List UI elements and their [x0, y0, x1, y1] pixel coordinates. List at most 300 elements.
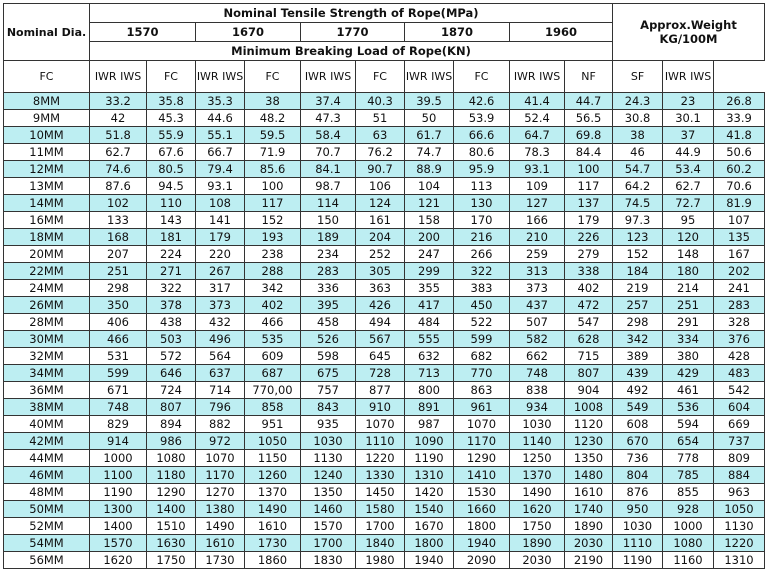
value-cell: 669 [714, 416, 765, 433]
table-row [4, 229, 765, 246]
table-row [4, 416, 765, 433]
value-cell: 74.7 [405, 144, 454, 161]
value-cell: 109 [510, 178, 565, 195]
value-cell: 108 [196, 195, 245, 212]
value-cell: 216 [454, 229, 510, 246]
value-cell: 64.2 [613, 178, 663, 195]
diameter-cell: 32MM [4, 348, 90, 365]
subcolumn-row [4, 61, 765, 93]
value-cell: 1170 [454, 433, 510, 450]
value-cell: 355 [405, 280, 454, 297]
value-cell: 986 [147, 433, 196, 450]
value-cell: 1540 [405, 501, 454, 518]
value-cell: 549 [613, 399, 663, 416]
table-row [4, 365, 765, 382]
value-cell: 1260 [245, 467, 301, 484]
value-cell: 1030 [613, 518, 663, 535]
table-row [4, 110, 765, 127]
value-cell: 120 [663, 229, 714, 246]
value-cell: 1490 [245, 501, 301, 518]
value-cell: 279 [565, 246, 613, 263]
value-cell: 1100 [90, 467, 147, 484]
diameter-cell: 26MM [4, 297, 90, 314]
value-cell: 61.7 [405, 127, 454, 144]
value-cell: 662 [510, 348, 565, 365]
value-cell: 1980 [356, 552, 405, 569]
value-cell: 95.9 [454, 161, 510, 178]
value-cell: 2090 [454, 552, 510, 569]
value-cell: 466 [245, 314, 301, 331]
value-cell: 1610 [245, 518, 301, 535]
table-row [4, 518, 765, 535]
value-cell: 66.7 [196, 144, 245, 161]
value-cell: 536 [663, 399, 714, 416]
diameter-cell: 16MM [4, 212, 90, 229]
value-cell: 219 [613, 280, 663, 297]
value-cell: 1940 [454, 535, 510, 552]
value-cell: 389 [613, 348, 663, 365]
value-cell: 226 [565, 229, 613, 246]
diameter-cell: 46MM [4, 467, 90, 484]
value-cell: 1860 [245, 552, 301, 569]
value-cell: 113 [454, 178, 510, 195]
value-cell: 1330 [356, 467, 405, 484]
load-col-header: IWR IWS [405, 61, 454, 93]
value-cell: 47.3 [301, 110, 356, 127]
value-cell: 137 [565, 195, 613, 212]
value-cell: 807 [147, 399, 196, 416]
value-cell: 429 [663, 365, 714, 382]
value-cell: 37 [663, 127, 714, 144]
value-cell: 567 [356, 331, 405, 348]
value-cell: 1310 [714, 552, 765, 569]
diameter-cell: 30MM [4, 331, 90, 348]
value-cell: 200 [405, 229, 454, 246]
value-cell: 305 [356, 263, 405, 280]
table-row [4, 467, 765, 484]
value-cell: 1050 [245, 433, 301, 450]
value-cell: 70.7 [301, 144, 356, 161]
value-cell: 1220 [356, 450, 405, 467]
value-cell: 238 [245, 246, 301, 263]
value-cell: 402 [245, 297, 301, 314]
value-cell: 687 [245, 365, 301, 382]
value-cell: 1170 [196, 467, 245, 484]
value-cell: 608 [613, 416, 663, 433]
value-cell: 107 [714, 212, 765, 229]
value-cell: 95 [663, 212, 714, 229]
value-cell: 127 [510, 195, 565, 212]
value-cell: 62.7 [90, 144, 147, 161]
value-cell: 38 [613, 127, 663, 144]
value-cell: 1160 [663, 552, 714, 569]
table-row [4, 195, 765, 212]
value-cell: 158 [405, 212, 454, 229]
value-cell: 53.4 [663, 161, 714, 178]
value-cell: 855 [663, 484, 714, 501]
value-cell: 88.9 [405, 161, 454, 178]
value-cell: 42.6 [454, 93, 510, 110]
value-cell: 1310 [405, 467, 454, 484]
value-cell: 110 [147, 195, 196, 212]
value-cell: 141 [196, 212, 245, 229]
value-cell: 1510 [147, 518, 196, 535]
value-cell: 461 [663, 382, 714, 399]
value-cell: 207 [90, 246, 147, 263]
value-cell: 94.5 [147, 178, 196, 195]
value-cell: 1130 [301, 450, 356, 467]
value-cell: 378 [147, 297, 196, 314]
diameter-cell: 20MM [4, 246, 90, 263]
value-cell: 1610 [196, 535, 245, 552]
table-row [4, 127, 765, 144]
value-cell: 179 [196, 229, 245, 246]
value-cell: 79.4 [196, 161, 245, 178]
value-cell: 1110 [613, 535, 663, 552]
grade-header: 1960 [510, 23, 613, 42]
value-cell: 904 [565, 382, 613, 399]
value-cell: 204 [356, 229, 405, 246]
value-cell: 637 [196, 365, 245, 382]
value-cell: 1730 [196, 552, 245, 569]
value-cell: 1290 [454, 450, 510, 467]
value-cell: 1380 [196, 501, 245, 518]
value-cell: 1570 [90, 535, 147, 552]
load-col-header: FC [356, 61, 405, 93]
diameter-cell: 9MM [4, 110, 90, 127]
value-cell: 438 [147, 314, 196, 331]
value-cell: 1830 [301, 552, 356, 569]
value-cell: 80.6 [454, 144, 510, 161]
table-row [4, 433, 765, 450]
value-cell: 1660 [454, 501, 510, 518]
value-cell: 1250 [510, 450, 565, 467]
value-cell: 336 [301, 280, 356, 297]
value-cell: 572 [147, 348, 196, 365]
value-cell: 450 [454, 297, 510, 314]
value-cell: 42 [90, 110, 147, 127]
value-cell: 522 [454, 314, 510, 331]
value-cell: 267 [196, 263, 245, 280]
value-cell: 458 [301, 314, 356, 331]
value-cell: 50.6 [714, 144, 765, 161]
value-cell: 503 [147, 331, 196, 348]
value-cell: 104 [405, 178, 454, 195]
value-cell: 41.8 [714, 127, 765, 144]
value-cell: 646 [147, 365, 196, 382]
value-cell: 785 [663, 467, 714, 484]
value-cell: 90.7 [356, 161, 405, 178]
value-cell: 494 [356, 314, 405, 331]
value-cell: 2190 [565, 552, 613, 569]
value-cell: 796 [196, 399, 245, 416]
diameter-cell: 12MM [4, 161, 90, 178]
value-cell: 1240 [301, 467, 356, 484]
value-cell: 809 [714, 450, 765, 467]
table-row [4, 552, 765, 569]
value-cell: 45.3 [147, 110, 196, 127]
value-cell: 37.4 [301, 93, 356, 110]
value-cell: 715 [565, 348, 613, 365]
grade-header: 1870 [405, 23, 510, 42]
value-cell: 342 [245, 280, 301, 297]
value-cell: 1130 [714, 518, 765, 535]
value-cell: 1290 [147, 484, 196, 501]
value-cell: 71.9 [245, 144, 301, 161]
load-col-header: IWR IWS [510, 61, 565, 93]
value-cell: 1070 [196, 450, 245, 467]
value-cell: 210 [510, 229, 565, 246]
value-cell: 737 [714, 433, 765, 450]
value-cell: 713 [405, 365, 454, 382]
value-cell: 1630 [147, 535, 196, 552]
value-cell: 1140 [510, 433, 565, 450]
table-row [4, 161, 765, 178]
value-cell: 1420 [405, 484, 454, 501]
value-cell: 645 [356, 348, 405, 365]
value-cell: 1110 [356, 433, 405, 450]
value-cell: 97.3 [613, 212, 663, 229]
value-cell: 299 [405, 263, 454, 280]
value-cell: 283 [301, 263, 356, 280]
value-cell: 1000 [663, 518, 714, 535]
grade-header: 1670 [196, 23, 301, 42]
value-cell: 466 [90, 331, 147, 348]
value-cell: 547 [565, 314, 613, 331]
value-cell: 313 [510, 263, 565, 280]
value-cell: 928 [663, 501, 714, 518]
value-cell: 121 [405, 195, 454, 212]
value-cell: 1030 [301, 433, 356, 450]
table-row [4, 348, 765, 365]
value-cell: 1490 [196, 518, 245, 535]
value-cell: 48.2 [245, 110, 301, 127]
value-cell: 1150 [245, 450, 301, 467]
value-cell: 72.7 [663, 195, 714, 212]
diameter-cell: 34MM [4, 365, 90, 382]
value-cell: 26.8 [714, 93, 765, 110]
value-cell: 804 [613, 467, 663, 484]
value-cell: 507 [510, 314, 565, 331]
value-cell: 770,00 [245, 382, 301, 399]
value-cell: 52.4 [510, 110, 565, 127]
table-row [4, 535, 765, 552]
table-row [4, 484, 765, 501]
value-cell: 1000 [90, 450, 147, 467]
value-cell: 251 [90, 263, 147, 280]
value-cell: 599 [454, 331, 510, 348]
value-cell: 564 [196, 348, 245, 365]
value-cell: 189 [301, 229, 356, 246]
value-cell: 338 [565, 263, 613, 280]
value-cell: 1050 [714, 501, 765, 518]
value-cell: 84.4 [565, 144, 613, 161]
value-cell: 800 [405, 382, 454, 399]
table-row [4, 297, 765, 314]
value-cell: 69.8 [565, 127, 613, 144]
value-cell: 1080 [147, 450, 196, 467]
table-row [4, 144, 765, 161]
value-cell: 910 [356, 399, 405, 416]
nominal-dia-header: Nominal Dia. [4, 4, 90, 61]
value-cell: 1800 [454, 518, 510, 535]
table-row [4, 331, 765, 348]
value-cell: 76.2 [356, 144, 405, 161]
diameter-cell: 38MM [4, 399, 90, 416]
value-cell: 987 [405, 416, 454, 433]
value-cell: 1700 [301, 535, 356, 552]
value-cell: 376 [714, 331, 765, 348]
value-cell: 2030 [510, 552, 565, 569]
value-cell: 1670 [405, 518, 454, 535]
value-cell: 241 [714, 280, 765, 297]
value-cell: 1610 [565, 484, 613, 501]
value-cell: 143 [147, 212, 196, 229]
value-cell: 202 [714, 263, 765, 280]
value-cell: 1220 [714, 535, 765, 552]
value-cell: 50 [405, 110, 454, 127]
value-cell: 93.1 [510, 161, 565, 178]
value-cell: 60.2 [714, 161, 765, 178]
value-cell: 951 [245, 416, 301, 433]
value-cell: 1370 [510, 467, 565, 484]
value-cell: 93.1 [196, 178, 245, 195]
diameter-cell: 14MM [4, 195, 90, 212]
value-cell: 38 [245, 93, 301, 110]
value-cell: 1480 [565, 467, 613, 484]
value-cell: 100 [245, 178, 301, 195]
value-cell: 252 [356, 246, 405, 263]
value-cell: 1450 [356, 484, 405, 501]
value-cell: 179 [565, 212, 613, 229]
approx-weight-header: Approx.Weight KG/100M [613, 4, 765, 61]
breaking-load-header: Minimum Breaking Load of Rope(KN) [90, 42, 613, 61]
value-cell: 531 [90, 348, 147, 365]
value-cell: 728 [356, 365, 405, 382]
value-cell: 41.4 [510, 93, 565, 110]
value-cell: 934 [510, 399, 565, 416]
value-cell: 181 [147, 229, 196, 246]
value-cell: 363 [356, 280, 405, 297]
value-cell: 1350 [301, 484, 356, 501]
value-cell: 271 [147, 263, 196, 280]
value-cell: 40.3 [356, 93, 405, 110]
table-row [4, 399, 765, 416]
value-cell: 406 [90, 314, 147, 331]
value-cell: 167 [714, 246, 765, 263]
value-cell: 114 [301, 195, 356, 212]
value-cell: 342 [613, 331, 663, 348]
value-cell: 894 [147, 416, 196, 433]
load-col-header: FC [147, 61, 196, 93]
value-cell: 350 [90, 297, 147, 314]
diameter-cell: 44MM [4, 450, 90, 467]
value-cell: 70.6 [714, 178, 765, 195]
header-row-1 [4, 4, 765, 23]
load-col-header: FC [454, 61, 510, 93]
value-cell: 123 [613, 229, 663, 246]
value-cell: 148 [663, 246, 714, 263]
table-row [4, 280, 765, 297]
value-cell: 168 [90, 229, 147, 246]
value-cell: 882 [196, 416, 245, 433]
value-cell: 1940 [405, 552, 454, 569]
table-row [4, 246, 765, 263]
value-cell: 214 [663, 280, 714, 297]
value-cell: 778 [663, 450, 714, 467]
value-cell: 437 [510, 297, 565, 314]
value-cell: 59.5 [245, 127, 301, 144]
table-row [4, 178, 765, 195]
value-cell: 170 [454, 212, 510, 229]
value-cell: 33.9 [714, 110, 765, 127]
value-cell: 180 [663, 263, 714, 280]
value-cell: 1180 [147, 467, 196, 484]
tensile-strength-header: Nominal Tensile Strength of Rope(MPa) [90, 4, 613, 23]
diameter-cell: 24MM [4, 280, 90, 297]
value-cell: 23 [663, 93, 714, 110]
value-cell: 193 [245, 229, 301, 246]
value-cell: 63 [356, 127, 405, 144]
value-cell: 35.3 [196, 93, 245, 110]
value-cell: 220 [196, 246, 245, 263]
value-cell: 1350 [565, 450, 613, 467]
value-cell: 1070 [356, 416, 405, 433]
load-col-header: IWR IWS [90, 61, 147, 93]
value-cell: 1800 [405, 535, 454, 552]
value-cell: 51.8 [90, 127, 147, 144]
table-row [4, 501, 765, 518]
diameter-cell: 36MM [4, 382, 90, 399]
weight-col-header: IWR IWS [663, 61, 714, 93]
diameter-cell: 10MM [4, 127, 90, 144]
value-cell: 963 [714, 484, 765, 501]
value-cell: 1700 [356, 518, 405, 535]
value-cell: 1570 [301, 518, 356, 535]
diameter-cell: 18MM [4, 229, 90, 246]
value-cell: 1400 [147, 501, 196, 518]
value-cell: 395 [301, 297, 356, 314]
value-cell: 1300 [90, 501, 147, 518]
value-cell: 594 [663, 416, 714, 433]
value-cell: 1730 [245, 535, 301, 552]
value-cell: 291 [663, 314, 714, 331]
value-cell: 807 [565, 365, 613, 382]
value-cell: 632 [405, 348, 454, 365]
value-cell: 152 [245, 212, 301, 229]
value-cell: 44.9 [663, 144, 714, 161]
value-cell: 682 [454, 348, 510, 365]
value-cell: 322 [147, 280, 196, 297]
diameter-cell: 8MM [4, 93, 90, 110]
value-cell: 383 [454, 280, 510, 297]
rope-table-body [4, 93, 765, 569]
value-cell: 298 [613, 314, 663, 331]
value-cell: 1090 [405, 433, 454, 450]
value-cell: 85.6 [245, 161, 301, 178]
value-cell: 288 [245, 263, 301, 280]
value-cell: 402 [565, 280, 613, 297]
value-cell: 1740 [565, 501, 613, 518]
value-cell: 426 [356, 297, 405, 314]
value-cell: 184 [613, 263, 663, 280]
value-cell: 1030 [510, 416, 565, 433]
value-cell: 1580 [356, 501, 405, 518]
table-row [4, 382, 765, 399]
value-cell: 1750 [147, 552, 196, 569]
value-cell: 1620 [510, 501, 565, 518]
value-cell: 757 [301, 382, 356, 399]
